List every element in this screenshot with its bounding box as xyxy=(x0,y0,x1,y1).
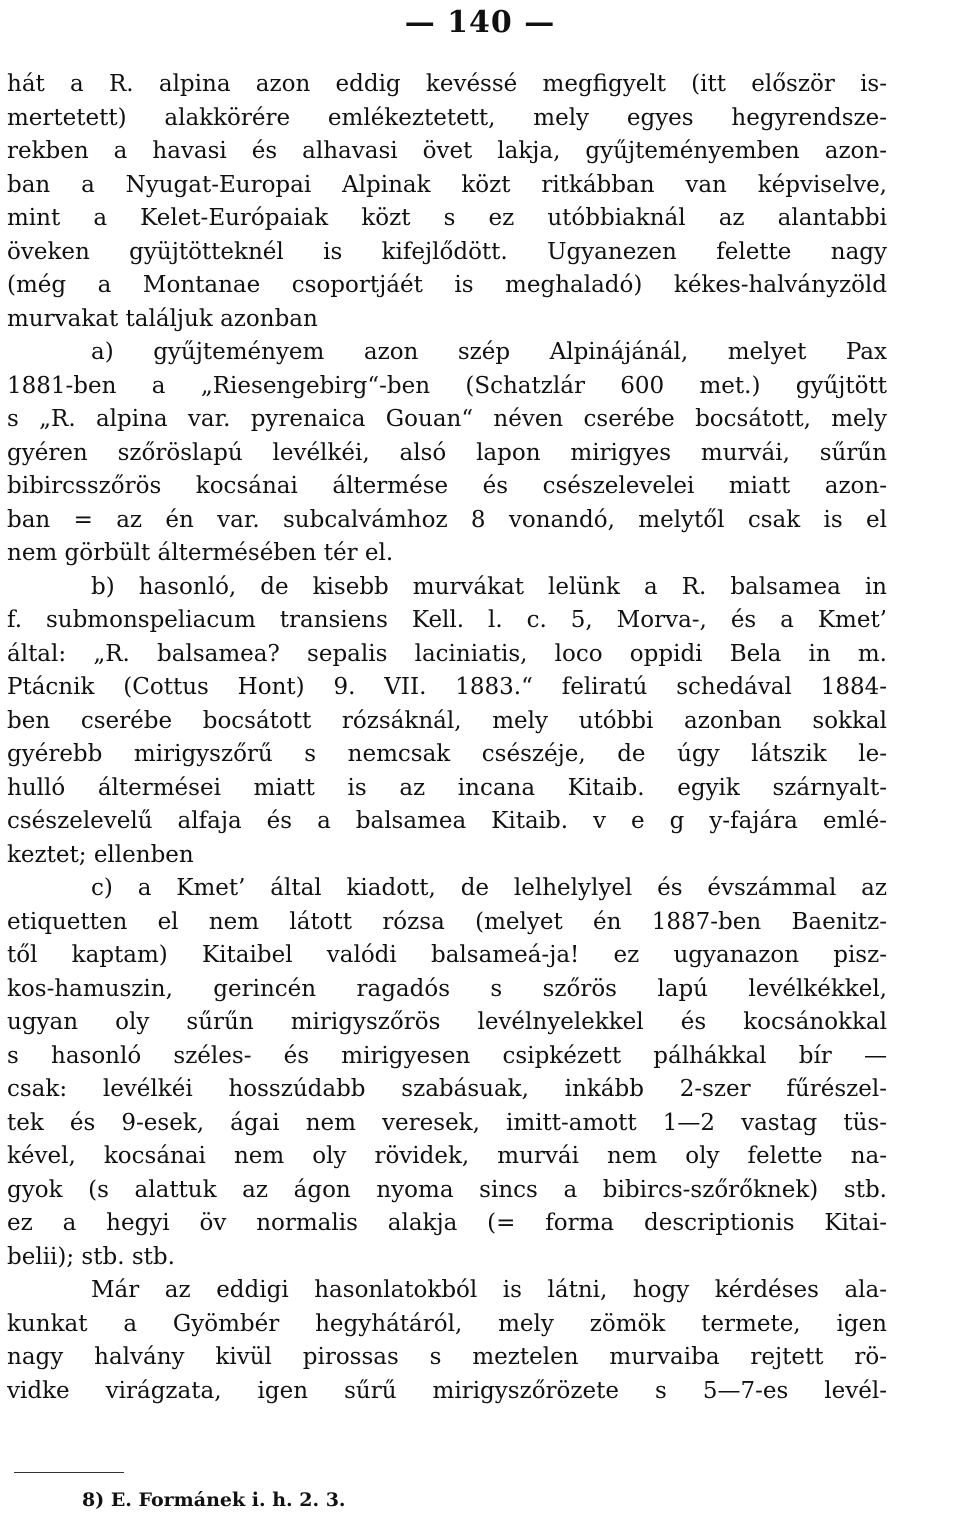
body-text xyxy=(7,68,887,1408)
text-line: ben cserébe bocsátott rózsáknál, mely utóbbi azonban sokkal xyxy=(7,707,887,734)
text-line: által: „R. balsamea? sepalis laciniatis, loco oppidi Bela in m. xyxy=(7,640,887,667)
text-line: kével, kocsánai nem oly rövidek, murvái nem oly felette na- xyxy=(7,1143,887,1169)
text-line: (még a Montanae csoportjáét is meghaladó) kékes-halványzöld xyxy=(7,272,887,298)
text-line: c) a Kmet’ által kiadott, de lelhelylyel és évszámmal az xyxy=(91,875,887,901)
text-line: s hasonló széles- és mirigyesen csipkézett pálhákkal bír — xyxy=(7,1042,887,1069)
footnote-divider xyxy=(14,1472,124,1473)
text-line: ban = az én var. subcalvámhoz 8 vonandó, melytől csak is el xyxy=(7,506,887,533)
text-line: gyéren szőröslapú levélkéi, alsó lapon mirigyes murvái, sűrűn xyxy=(7,439,887,466)
text-line: b) hasonló, de kisebb murvákat lelünk a R. balsamea in xyxy=(91,573,887,600)
text-line: gyérebb mirigyszőrű s nemcsak csészéje, de úgy látszik le- xyxy=(7,741,887,767)
text-line: Ptácnik (Cottus Hont) 9. VII. 1883.“ feliratú schedával 1884- xyxy=(7,674,887,700)
text-line: hát a R. alpina azon eddig kevéssé megfigyelt (itt először is- xyxy=(7,71,887,97)
text-line: a) gyűjteményem azon szép Alpinájánál, melyet Pax xyxy=(91,339,887,365)
text-line: keztet; ellenben xyxy=(7,841,194,868)
text-line: etiquetten el nem látott rózsa (melyet én 1887-ben Baenitz- xyxy=(7,908,887,935)
text-line: murvakat találjuk azonban xyxy=(7,305,318,332)
text-line: mint a Kelet-Európaiak közt s ez utóbbiaknál az alantabbi xyxy=(7,205,887,231)
text-line: s „R. alpina var. pyrenaica Gouan“ néven cserébe bocsátott, mely xyxy=(7,406,887,432)
text-line: ez a hegyi öv normalis alakja (= forma descriptionis Kitai- xyxy=(7,1210,887,1236)
text-line: kunkat a Gyömbér hegyhátáról, mely zömök termete, igen xyxy=(7,1310,887,1337)
text-line: csészelevelű alfaja és a balsamea Kitaib. v e g y-fajára emlé- xyxy=(7,808,887,834)
text-line: 1881-ben a „Riesengebirg“-ben (Schatzlár 600 met.) gyűjtött xyxy=(7,372,887,399)
text-line: ugyan oly sűrűn mirigyszőrös levélnyelekkel és kocsánokkal xyxy=(7,1009,887,1035)
text-line: csak: levélkéi hosszúdabb szabásuak, inkább 2-szer fűrészel- xyxy=(7,1076,887,1102)
text-line: rekben a havasi és alhavasi övet lakja, gyűjteményemben azon- xyxy=(7,138,887,164)
text-line: bibircsszőrös kocsánai áltermése és csészelevelei miatt azon- xyxy=(7,473,887,499)
text-line: gyok (s alattuk az ágon nyoma sincs a bibircs-szőrőknek) stb. xyxy=(7,1176,887,1203)
text-line: hulló áltermései miatt is az incana Kitaib. egyik szárnyalt- xyxy=(7,774,887,801)
text-line: belii); stb. stb. xyxy=(7,1243,175,1270)
text-line: mertetett) alakkörére emlékeztetett, mely egyes hegyrendsze- xyxy=(7,104,887,131)
text-line: tek és 9-esek, ágai nem veresek, imitt-amott 1—2 vastag tüs- xyxy=(7,1109,887,1136)
page-number: — 140 — xyxy=(404,4,556,40)
text-line: kos-hamuszin, gerincén ragadós s szőrös lapú levélkékkel, xyxy=(7,975,887,1002)
text-line: f. submonspeliacum transiens Kell. l. c. 5, Morva-, és a Kmet’ xyxy=(7,607,887,633)
text-line: nem görbült áltermésében tér el. xyxy=(7,540,394,566)
text-line: nagy halvány kivül pirossas s meztelen murvaiba rejtett rö- xyxy=(7,1344,887,1370)
text-line: től kaptam) Kitaibel valódi balsameá-ja! ez ugyanazon pisz- xyxy=(7,942,887,968)
text-line: vidke virágzata, igen sűrű mirigyszőrözete s 5—7-es levél- xyxy=(7,1377,887,1404)
footnote: 8) E. Formánek i. h. 2. 3. xyxy=(82,1489,346,1511)
text-line: Már az eddigi hasonlatokból is látni, hogy kérdéses ala- xyxy=(91,1277,887,1303)
text-line: ban a Nyugat-Europai Alpinak közt ritkábban van képviselve, xyxy=(7,171,887,198)
text-line: öveken gyüjtötteknél is kifejlődött. Ugyanezen felette nagy xyxy=(7,238,887,265)
